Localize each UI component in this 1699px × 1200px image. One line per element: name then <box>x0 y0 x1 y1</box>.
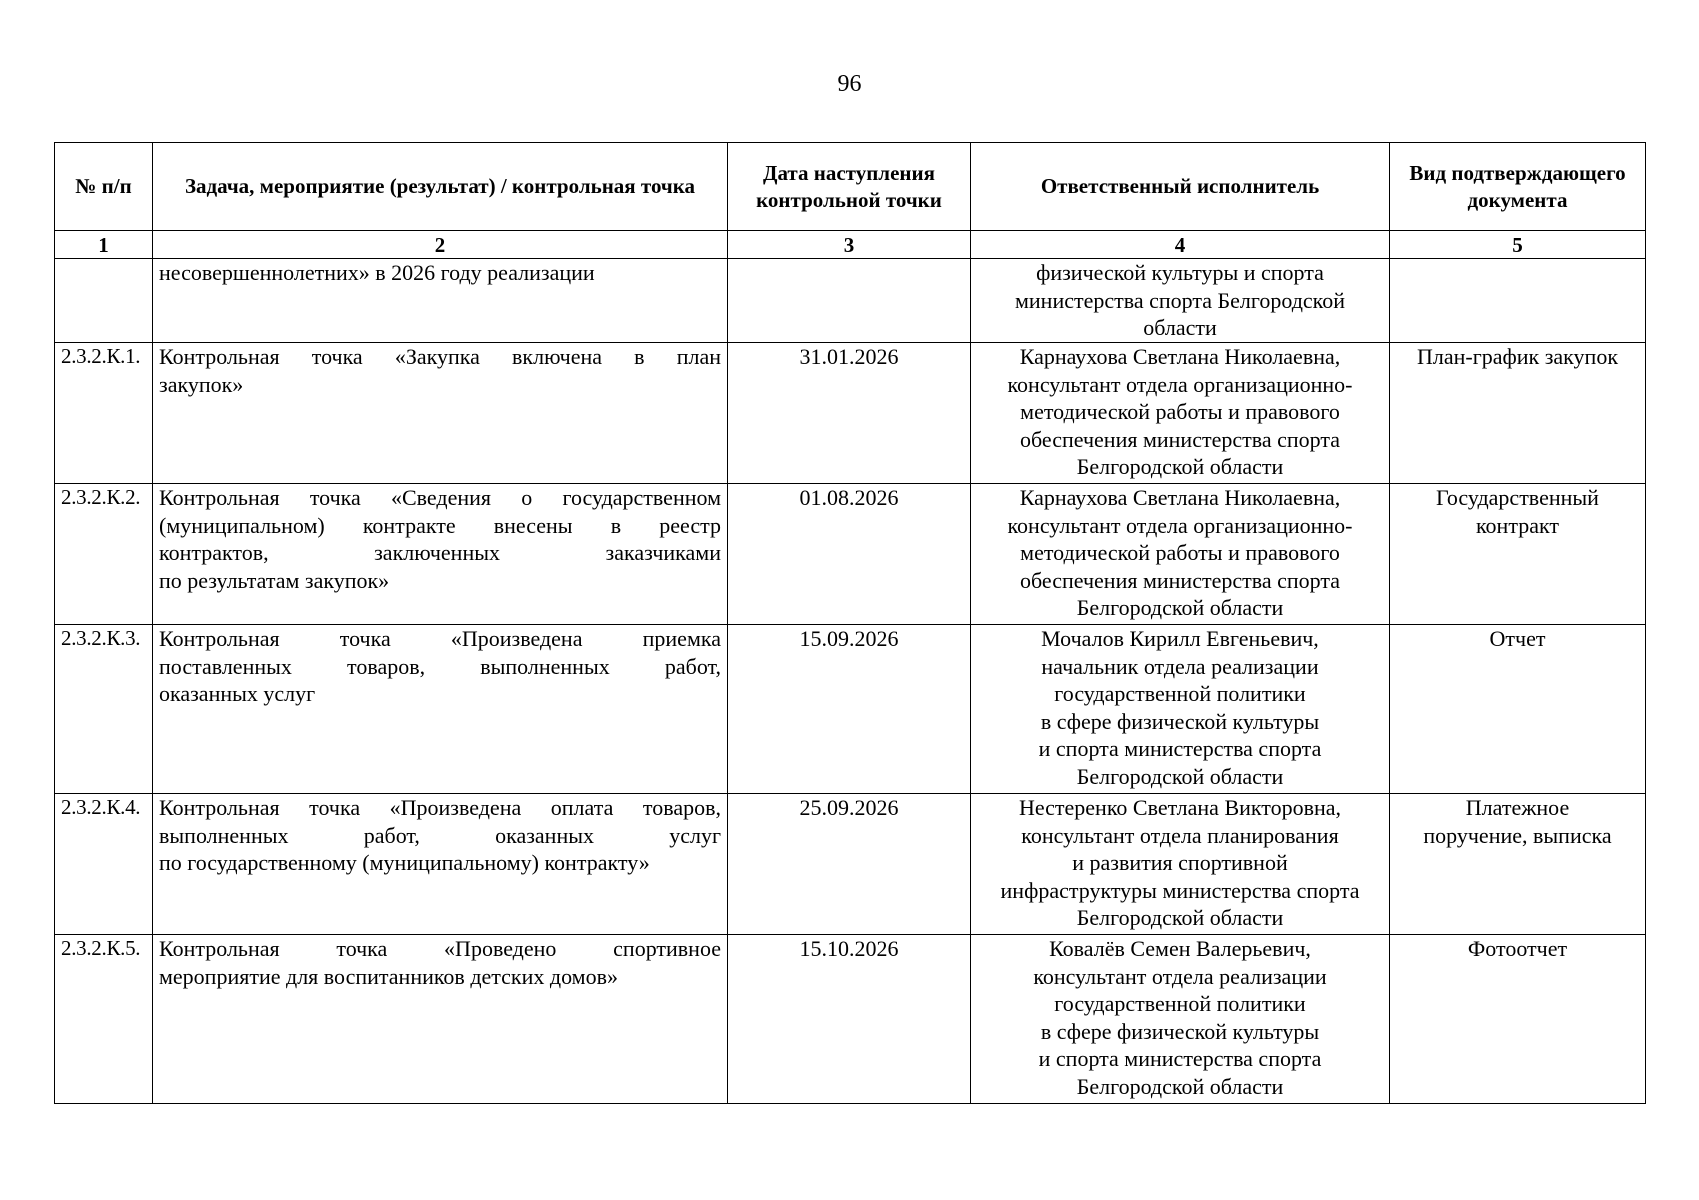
header-date: Дата наступления контрольной точки <box>728 143 971 231</box>
column-number: 1 <box>55 231 153 259</box>
cell-date: 25.09.2026 <box>728 794 971 935</box>
cell-no: 2.3.2.К.4. <box>55 794 153 935</box>
cell-responsible <box>971 625 1390 794</box>
cell-responsible <box>971 935 1390 1104</box>
cell-task <box>153 259 728 343</box>
responsible-line: Мочалов Кирилл Евгеньевич, <box>1041 626 1319 651</box>
cell-task <box>153 625 728 794</box>
responsible-line: министерства спорта Белгородской <box>1014 287 1346 313</box>
responsible-line: консультант отдела планирования <box>1021 822 1339 848</box>
task-line: Контрольная точка «Произведена оплата товаров, <box>159 795 721 820</box>
task-text: несовершеннолетних» в 2026 году реализации <box>159 260 595 285</box>
responsible-line: Карнаухова Светлана Николаевна, <box>1019 485 1341 510</box>
task-line: Контрольная точка «Сведения о государственном <box>159 485 721 510</box>
column-number: 2 <box>153 231 728 259</box>
cell-no: 2.3.2.К.5. <box>55 935 153 1104</box>
cell-task <box>153 343 728 484</box>
cell-no <box>55 259 153 343</box>
responsible-line: Белгородской области <box>1076 905 1284 930</box>
responsible-line: области <box>1143 315 1217 340</box>
document-line: Платежное <box>1465 795 1570 820</box>
responsible-line: и спорта министерства спорта <box>1038 1046 1322 1071</box>
responsible-line: Нестеренко Светлана Викторовна, <box>1018 795 1342 820</box>
responsible-line: обеспечения министерства спорта <box>1020 426 1340 452</box>
cell-document <box>1390 259 1646 343</box>
task-line: контрактов, заключенных заказчиками <box>159 540 721 565</box>
task-line: Контрольная точка «Произведена приемка <box>159 626 721 651</box>
responsible-line: консультант отдела реализации <box>1033 963 1327 989</box>
cell-responsible <box>971 794 1390 935</box>
table-row <box>55 625 1646 794</box>
responsible-line: обеспечения министерства спорта <box>1020 567 1340 593</box>
responsible-line: Карнаухова Светлана Николаевна, <box>1019 344 1341 369</box>
cell-date: 01.08.2026 <box>728 484 971 625</box>
responsible-line: консультант отдела организационно- <box>1007 512 1353 538</box>
document-line: контракт <box>1475 512 1559 538</box>
responsible-line: Ковалёв Семен Валерьевич, <box>1049 936 1311 961</box>
cell-responsible <box>971 259 1390 343</box>
task-line: Контрольная точка «Закупка включена в план <box>159 344 721 369</box>
cell-document <box>1390 794 1646 935</box>
responsible-line: Белгородской области <box>1076 595 1284 620</box>
responsible-line: государственной политики <box>1054 681 1306 706</box>
cell-responsible <box>971 484 1390 625</box>
table-row <box>55 794 1646 935</box>
table-row <box>55 935 1646 1104</box>
cell-document: План-график закупок <box>1390 343 1646 484</box>
table-row <box>55 259 1646 343</box>
task-line: выполненных работ, оказанных услуг <box>159 822 721 848</box>
cell-no: 2.3.2.К.1. <box>55 343 153 484</box>
table-row <box>55 343 1646 484</box>
responsible-line: Белгородской области <box>1076 763 1284 789</box>
cell-no: 2.3.2.К.2. <box>55 484 153 625</box>
responsible-line: в сфере физической культуры <box>1040 1018 1320 1044</box>
task-line: оказанных услуг <box>159 681 316 706</box>
responsible-line: и спорта министерства спорта <box>1038 736 1322 761</box>
header-document: Вид подтверждающего документа <box>1390 143 1646 231</box>
task-line: (муниципальном) контракте внесены в реестр <box>159 512 721 538</box>
header-no: № п/п <box>55 143 153 231</box>
cell-document: Фотоотчет <box>1390 935 1646 1104</box>
header-task: Задача, мероприятие (результат) / контрольная точка <box>153 143 728 231</box>
responsible-line: консультант отдела организационно- <box>1007 371 1353 397</box>
cell-no: 2.3.2.К.3. <box>55 625 153 794</box>
cell-task <box>153 935 728 1104</box>
responsible-line: методической работы и правового <box>1020 540 1340 565</box>
task-line: Контрольная точка «Проведено спортивное <box>159 936 721 961</box>
document-line: поручение, выписка <box>1423 822 1612 848</box>
cell-date: 15.10.2026 <box>728 935 971 1104</box>
table-header-row <box>55 143 1646 231</box>
responsible-line: методической работы и правового <box>1020 399 1340 424</box>
cell-date: 15.09.2026 <box>728 625 971 794</box>
cell-responsible <box>971 343 1390 484</box>
task-line: по государственному (муниципальному) контракту» <box>159 850 650 875</box>
cell-date: 31.01.2026 <box>728 343 971 484</box>
responsible-line: начальник отдела реализации <box>1041 653 1319 679</box>
table-row <box>55 484 1646 625</box>
responsible-line: в сфере физической культуры <box>1040 708 1320 734</box>
responsible-line: Белгородской области <box>1076 1073 1284 1099</box>
document-line: Государственный <box>1436 485 1599 510</box>
column-number: 5 <box>1390 231 1646 259</box>
column-number-row <box>55 231 1646 259</box>
column-number: 4 <box>971 231 1390 259</box>
task-line: поставленных товаров, выполненных работ, <box>159 653 721 679</box>
responsible-line: Белгородской области <box>1076 454 1284 479</box>
task-line: по результатам закупок» <box>159 567 390 593</box>
cell-task <box>153 484 728 625</box>
cell-document: Отчет <box>1390 625 1646 794</box>
cell-task <box>153 794 728 935</box>
control-points-table <box>54 142 1646 1104</box>
responsible-line: государственной политики <box>1054 991 1306 1016</box>
responsible-line: и развития спортивной <box>1072 850 1288 875</box>
task-line: закупок» <box>159 371 244 397</box>
header-responsible: Ответственный исполнитель <box>971 143 1390 231</box>
responsible-line: инфраструктуры министерства спорта <box>1000 877 1360 903</box>
cell-document <box>1390 484 1646 625</box>
task-line: мероприятие для воспитанников детских домов» <box>159 963 618 989</box>
column-number: 3 <box>728 231 971 259</box>
cell-date <box>728 259 971 343</box>
responsible-line: физической культуры и спорта <box>1036 260 1324 285</box>
page-number: 96 <box>837 71 862 97</box>
